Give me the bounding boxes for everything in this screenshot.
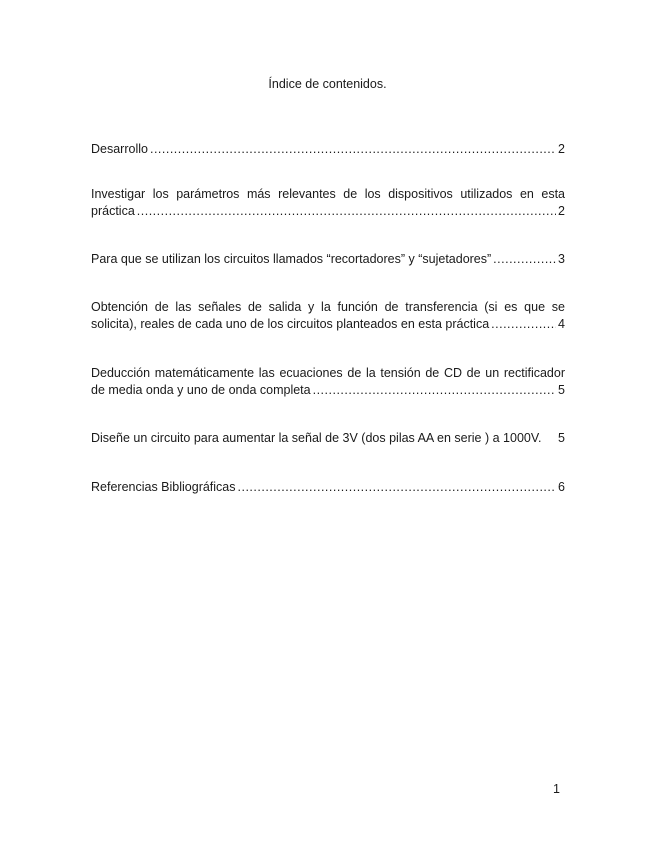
toc-entry-referencias[interactable] — [91, 479, 565, 496]
toc-title: Índice de contenidos. — [268, 77, 387, 91]
toc-entry-page: 6 — [558, 480, 565, 494]
toc-entry-text-cont: de media onda y uno de onda completa — [91, 383, 311, 397]
toc-entry-recortadores[interactable] — [91, 251, 565, 268]
dot-leader — [238, 479, 557, 496]
toc-entry-page: 2 — [558, 204, 565, 218]
toc-entry-deduccion[interactable] — [91, 365, 565, 399]
toc-entry-desarrollo[interactable] — [91, 141, 565, 158]
toc-entry-text: Diseñe un circuito para aumentar la señal de 3V (dos pilas AA en serie ) a 1000V. — [91, 431, 542, 445]
toc-entry-text: Deducción matemáticamente las ecuaciones de la tensión de CD de un rectificador — [91, 366, 565, 380]
toc-entry-investigar[interactable] — [91, 186, 565, 220]
toc-entry-page: 3 — [558, 252, 565, 266]
page-number: 1 — [553, 782, 560, 796]
toc-entry-text: Referencias Bibliográficas — [91, 480, 236, 494]
toc-entry-text: Investigar los parámetros más relevantes de los dispositivos utilizados en esta — [91, 187, 565, 201]
toc-entry-page: 5 — [558, 431, 565, 445]
toc-entry-disene[interactable] — [91, 430, 565, 447]
toc-entry-page: 4 — [558, 317, 565, 331]
toc-entry-obtencion[interactable] — [91, 299, 565, 333]
dot-leader — [150, 141, 556, 158]
dot-leader — [137, 203, 556, 220]
dot-leader — [491, 316, 556, 333]
dot-leader — [493, 251, 556, 268]
toc-entry-text-cont: solicita), reales de cada uno de los circuitos planteados en esta práctica — [91, 317, 490, 331]
toc-entry-text: Desarrollo — [91, 142, 148, 156]
toc-entry-text: Para que se utilizan los circuitos llamados “recortadores” y “sujetadores” — [91, 252, 492, 266]
toc-entry-page: 2 — [558, 142, 565, 156]
toc-entry-text-cont: práctica — [91, 204, 135, 218]
dot-leader — [313, 382, 556, 399]
toc-entry-page: 5 — [558, 383, 565, 397]
toc-entry-text: Obtención de las señales de salida y la función de transferencia (si es que se — [91, 300, 565, 314]
